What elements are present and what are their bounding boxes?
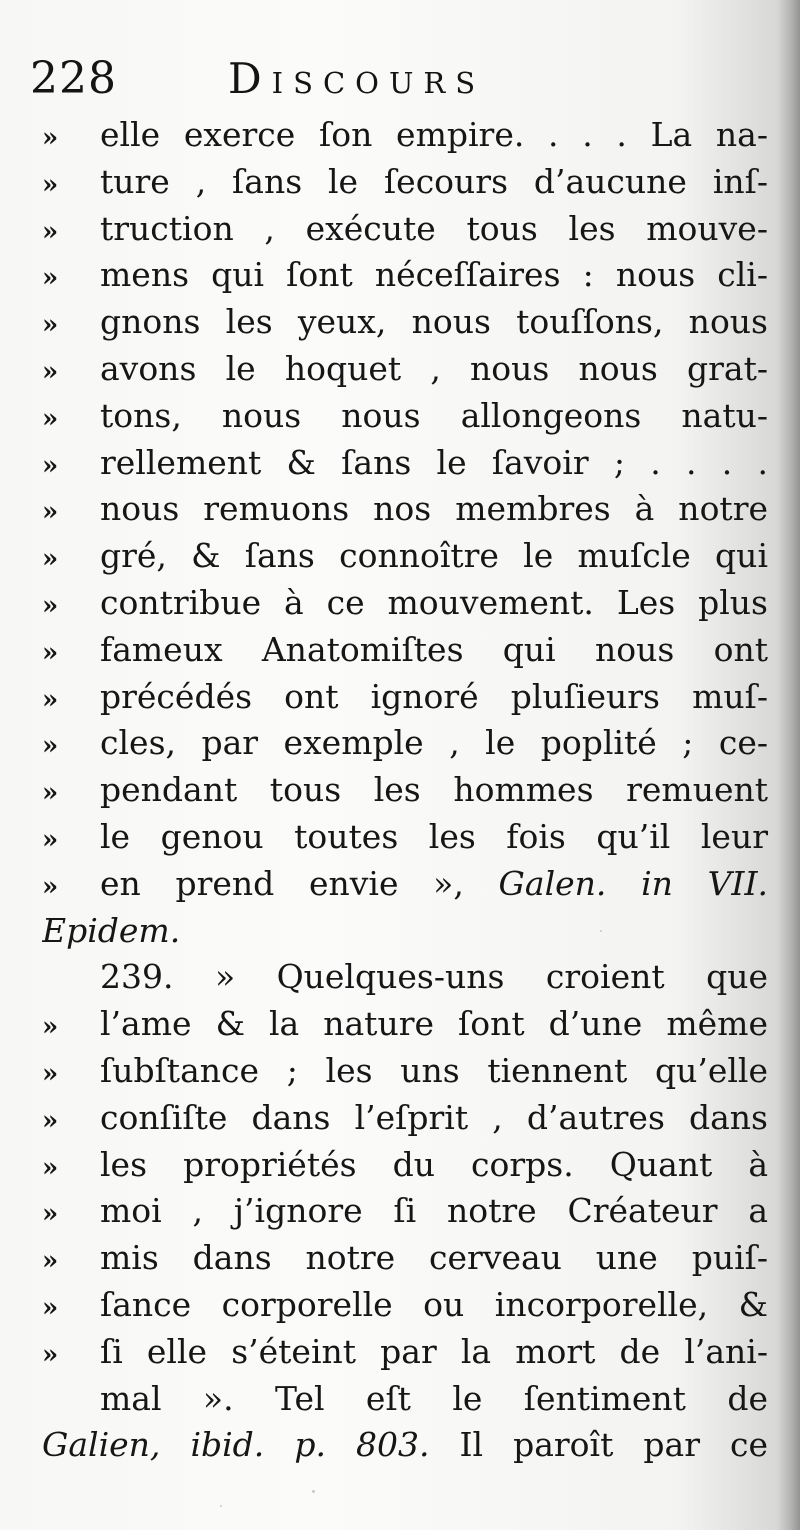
line-text bbox=[100, 1282, 768, 1329]
line-text-roman: gnons les yeux, nous touſſons, nous bbox=[100, 302, 768, 342]
text-line bbox=[42, 627, 772, 674]
text-line bbox=[42, 299, 772, 346]
quote-mark: » bbox=[42, 684, 59, 715]
line-text bbox=[100, 861, 768, 908]
line-text-roman: moi , j’ignore ſi notre Créateur a bbox=[100, 1191, 768, 1231]
text-line bbox=[42, 112, 772, 159]
line-text-roman: conſiſte dans l’eſprit , d’autres dans bbox=[100, 1097, 768, 1137]
text-line bbox=[42, 206, 772, 253]
text-line bbox=[42, 440, 772, 487]
line-text bbox=[100, 486, 768, 533]
text-line bbox=[42, 580, 772, 627]
text-line bbox=[42, 1282, 772, 1329]
text-line bbox=[42, 767, 772, 814]
quote-mark: » bbox=[42, 1058, 59, 1089]
quote-mark: » bbox=[42, 497, 59, 528]
quote-mark: » bbox=[42, 1199, 59, 1230]
line-text bbox=[100, 1188, 768, 1235]
line-text bbox=[100, 1048, 768, 1095]
line-text-after: Il paroît par ce bbox=[429, 1425, 769, 1465]
line-text bbox=[100, 1001, 768, 1048]
line-text bbox=[100, 1376, 768, 1423]
line-text-roman: fameux Anatomiſtes qui nous ont bbox=[100, 629, 768, 669]
line-text-roman: gré, & ſans connoître le muſcle qui bbox=[100, 536, 768, 576]
line-text-roman: les propriétés du corps. Quant à bbox=[100, 1144, 768, 1184]
line-text bbox=[100, 252, 768, 299]
line-text bbox=[100, 1095, 768, 1142]
quote-mark: » bbox=[42, 637, 59, 668]
line-text-roman: rellement & ſans le ſavoir ; . . . . bbox=[100, 442, 768, 482]
text-line bbox=[42, 861, 772, 908]
line-text-roman: pendant tous les hommes remuent bbox=[100, 770, 768, 810]
line-text bbox=[100, 1235, 768, 1282]
line-text-roman: avons le hoquet , nous nous grat- bbox=[100, 348, 768, 388]
line-text-roman: ſi elle s’éteint par la mort de l’ani- bbox=[100, 1331, 768, 1371]
line-text-roman: l’ame & la nature ſont d’une même bbox=[100, 1004, 768, 1044]
quote-mark: » bbox=[42, 1012, 59, 1043]
quote-mark: » bbox=[42, 123, 59, 153]
paper-speck bbox=[600, 930, 602, 932]
quote-mark: » bbox=[42, 450, 59, 481]
text-line bbox=[42, 393, 772, 440]
text-line bbox=[42, 252, 772, 299]
page-number: 228 bbox=[30, 53, 117, 104]
text-line bbox=[42, 1188, 772, 1235]
line-text bbox=[100, 206, 768, 253]
quote-mark: » bbox=[42, 169, 59, 200]
quote-mark: » bbox=[42, 403, 59, 434]
quote-mark: » bbox=[42, 1152, 59, 1183]
line-text-roman: ſance corporelle ou incorporelle, & bbox=[100, 1284, 768, 1324]
line-text bbox=[100, 112, 768, 159]
line-text-italic: Epidem. bbox=[42, 910, 181, 950]
quote-mark: » bbox=[42, 1339, 59, 1370]
line-text-roman: le genou toutes les fois qu’il leur bbox=[100, 816, 768, 856]
text-line bbox=[42, 1001, 772, 1048]
line-text bbox=[100, 767, 768, 814]
page-edge-shadow bbox=[778, 0, 800, 1530]
line-text-roman: cles, par exemple , le poplité ; ce- bbox=[100, 723, 768, 763]
text-line bbox=[42, 346, 772, 393]
line-text-roman: 239. » Quelques-uns croient que bbox=[100, 957, 768, 997]
line-text bbox=[100, 1142, 768, 1189]
text-line bbox=[42, 159, 772, 206]
body-text bbox=[42, 112, 772, 1469]
quote-mark: » bbox=[42, 778, 59, 809]
quote-mark: » bbox=[42, 310, 59, 341]
line-text-roman: mal ». Tel eſt le ſentiment de bbox=[100, 1378, 768, 1418]
text-line bbox=[42, 1142, 772, 1189]
text-line bbox=[42, 1376, 772, 1423]
text-line bbox=[42, 1095, 772, 1142]
line-text-roman: en prend envie », bbox=[100, 863, 499, 903]
text-line bbox=[42, 954, 772, 1001]
running-head: Discours bbox=[228, 54, 486, 103]
line-text-roman: tons, nous nous allongeons natu- bbox=[100, 395, 768, 435]
line-text bbox=[100, 954, 768, 1001]
quote-mark: » bbox=[42, 590, 59, 621]
line-text bbox=[100, 674, 768, 721]
line-text bbox=[42, 908, 768, 955]
line-text bbox=[100, 720, 768, 767]
line-text bbox=[42, 1422, 768, 1469]
line-text bbox=[100, 393, 768, 440]
line-text-roman: contribue à ce mouvement. Les plus bbox=[100, 582, 768, 622]
text-line bbox=[42, 1048, 772, 1095]
text-line bbox=[42, 486, 772, 533]
paper-speck bbox=[220, 1505, 222, 1507]
line-text bbox=[100, 627, 768, 674]
line-text-roman: ture , ſans le ſecours d’aucune inſ- bbox=[100, 161, 768, 201]
line-text bbox=[100, 533, 768, 580]
paper-speck bbox=[312, 1490, 315, 1493]
line-text bbox=[100, 440, 768, 487]
text-line bbox=[42, 1422, 772, 1469]
quote-mark: » bbox=[42, 824, 59, 855]
text-line bbox=[42, 814, 772, 861]
quote-mark: » bbox=[42, 356, 59, 387]
line-text bbox=[100, 346, 768, 393]
line-text-roman: mis dans notre cerveau une puiſ- bbox=[100, 1238, 768, 1278]
text-line bbox=[42, 720, 772, 767]
text-line bbox=[42, 1329, 772, 1376]
line-text bbox=[100, 580, 768, 627]
text-line bbox=[42, 674, 772, 721]
quote-mark: » bbox=[42, 1292, 59, 1323]
quote-mark: » bbox=[42, 216, 59, 247]
line-text-roman: elle exerce ſon empire. . . . La na- bbox=[100, 115, 768, 154]
text-line bbox=[42, 908, 772, 955]
line-text-italic: Galen. in VII. bbox=[498, 863, 768, 903]
quote-mark: » bbox=[42, 1105, 59, 1136]
line-text-roman: ſubſtance ; les uns tiennent qu’elle bbox=[100, 1050, 768, 1090]
line-text bbox=[100, 814, 768, 861]
quote-mark: » bbox=[42, 871, 59, 902]
line-text bbox=[100, 299, 768, 346]
line-text-roman: mens qui ſont néceſſaires : nous cli- bbox=[100, 255, 768, 295]
quote-mark: » bbox=[42, 1246, 59, 1277]
quote-mark: » bbox=[42, 731, 59, 762]
text-line bbox=[42, 533, 772, 580]
quote-mark: » bbox=[42, 544, 59, 575]
line-text bbox=[100, 1329, 768, 1376]
line-text-roman: truction , exécute tous les mouve- bbox=[100, 208, 768, 248]
quote-mark: » bbox=[42, 263, 59, 294]
line-text-roman: nous remuons nos membres à notre bbox=[100, 489, 768, 529]
line-text-italic: Galien, ibid. p. 803. bbox=[42, 1425, 430, 1465]
line-text-roman: précédés ont ignoré pluſieurs muſ- bbox=[100, 676, 768, 716]
text-line bbox=[42, 1235, 772, 1282]
line-text bbox=[100, 159, 768, 206]
page-header bbox=[30, 52, 770, 106]
